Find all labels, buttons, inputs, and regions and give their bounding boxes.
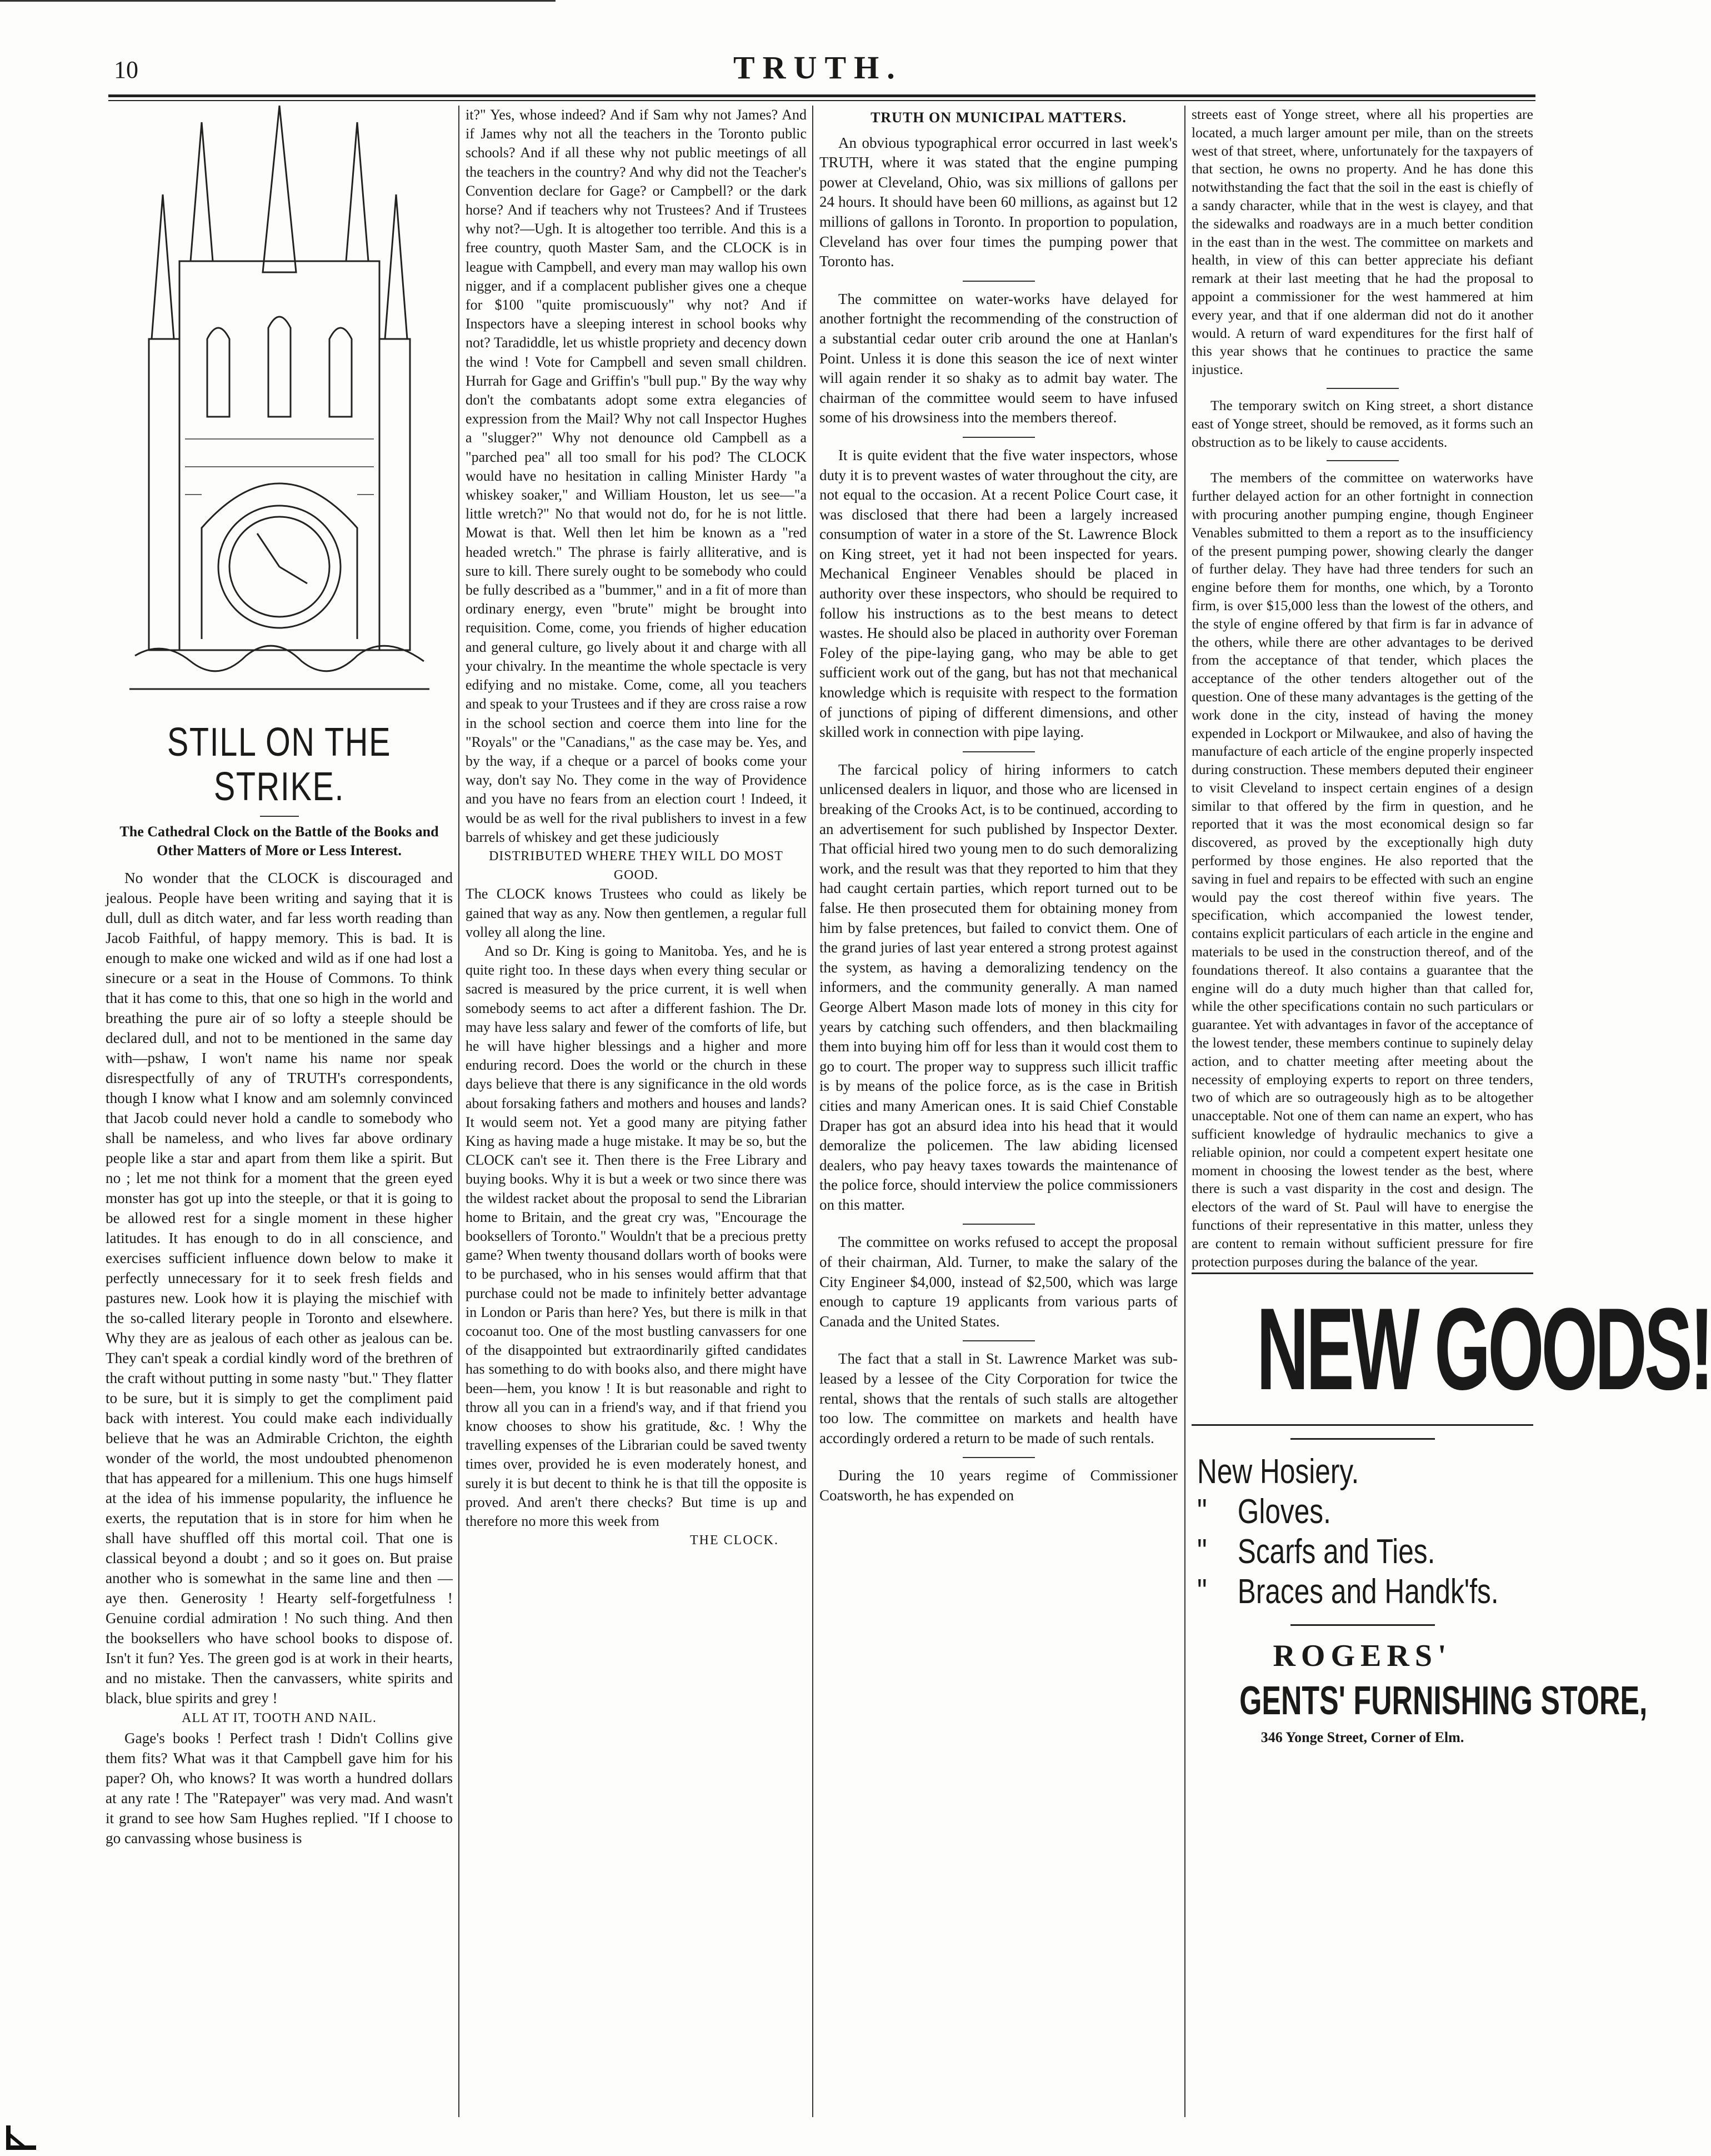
ad-frame — [1192, 1272, 1711, 1426]
ad-item-text: Gloves. — [1237, 1493, 1331, 1531]
article-paragraph: Gage's books ! Perfect trash ! Didn't Collins give them fits? What was it that Campbell gave him for his paper? Oh, who knows? It was worth a hundred dollars at any rate ! The "Ratepayer" was very mad. And wasn't it grand to see how Sam Hughes replied. "If I choose to go canvassing whose business is — [106, 1730, 453, 1846]
article-paragraph: The members of the committee on waterworks have further delayed action for an other fortnight in connection with procuring another pumping engine, though Engineer Venables submitted to them a report as to the insufficiency of the present pumping power, showing clearly the danger of further delay. They have had three tenders for such an engine before them for months, one which, by a Toronto firm, is over $15,000 less than the lowest of the others, and the style of engine offered by that firm is far in advance of the others, while there are other advantages to be derived from the acceptance of that tender, which places the acceptance of the other tenders altogether out of the question. One of these many advantages is the getting of the work done in the city, instead of having the money expended in Lockport or Milwaukee, and also of having the manufacture of each article of the engine properly inspected during construction. These members deputed their engineer to visit Cleveland to inspect certain engines of a design similar to that offered by the firm in question, and he reported that it was the most economical design so far discovered, as proved by the exceptionally high duty performed by those engines. He also reported that the saving in fuel and repairs to be effected with such an engine would pay the cost thereof within five years. The specification, which accompanied the lowest tender, contains explicit particulars of each article in the engine and materials to be used in the construction thereof, and of the foundations thereof. It also contains a guarantee that the engine will do a duty much higher than that called for, while the other specifications contain no such particulars or guarantee. Yet with advantages in favor of the acceptance of the lowest tender, these members continue to supinely delay action, and to chatter meeting after meeting about the necessity of employing experts to report on three tenders, two of which are so outrageously high as to be altogether unacceptable. Not one of them can name an expert, who has sufficient knowledge of hydraulic mechanics to give a reliable opinion, nor could a competent expert hesitate one moment in choosing the lowest tender as the best, where there is such a vast disparity in the cost and design. The electors of the ward of St. Paul will have to energise the functions of their representative in this matter, unless they are content to remain without sufficient pressure for fire protection purposes during the balance of the year. — [1192, 470, 1533, 1270]
cathedral-clock-illustration — [118, 106, 441, 717]
ditto-mark: " — [1197, 1533, 1207, 1571]
ad-item — [1197, 1492, 1466, 1532]
article-paragraph: During the 10 years regime of Commissioner Coatsworth, he has expended on — [819, 1467, 1178, 1504]
article-paragraph: An obvious typographical error occurred in last week's TRUTH, where it was stated that the engine pumping power at Cleveland, Ohio, was six millions of gallons per 24 hours. It should have been 60 millions, as against but 12 millions of gallons in Toronto. In proportion to population, Cleveland has over four times the pumping power that Toronto has. — [819, 134, 1178, 270]
ad-item: New Hosiery. — [1197, 1453, 1359, 1491]
ad-item — [1197, 1532, 1466, 1572]
article-title: STILL ON THE STRIKE. — [167, 720, 392, 809]
ditto-mark: " — [1197, 1573, 1207, 1611]
ad-item-text: Braces and Handk'fs. — [1237, 1573, 1499, 1611]
article-paragraph: And so Dr. King is going to Manitoba. Yes, and he is quite right too. In these days when every thing secular or sacred is measured by the price current, it is well when somebody seems to act after a different fashion. The Dr. may have less salary and fewer of the comforts of life, but he will have higher blessings and a higher and more enduring record. Does the world or the church in these days believe that there is any significance in the old words about forsaking fathers and mothers and houses and lands? It would seem not. Yet a good many are pitying father King as having made a huge mistake. It may be so, but the CLOCK can't see it. Then there is the Free Library and buying books. Why it is but a week or two since there was the wildest racket about the proposal to send the Librarian home to Britain, and the great cry was, "Encourage the booksellers of Toronto." Wouldn't that be a precious pretty game? When twenty thousand dollars worth of books were to be purchased, who in his senses would affirm that that purchase could not be made to infinitely better advantage in London or Paris than here? Yes, but there is milk in that cocoanut too. One of the most bustling canvassers for one of the disappointed but extraordinarily gifted candidates has something to do with books also, and there might have been—hem, you know ! It is but reasonable and right to throw all you can in a friend's way, and if that friend you know chooses to show his gratitude, &c. ! Why the travelling expenses of the Librarian could be saved twenty times over, provided he is even moderately honest, and surely it is but decent to think he is that till the opposite is proved. And aren't there checks? But time is up and therefore no more this week from — [466, 942, 807, 1530]
article-paragraph: The fact that a stall in St. Lawrence Market was sub-leased by a lessee of the City Corporation for twice the rental, shows that the rentals of such stalls are altogether too low. The committee on markets and health have accordingly ordered a return to be made of such rentals. — [819, 1350, 1178, 1446]
header-rule-thin — [108, 100, 1535, 101]
advertisement — [1192, 1272, 1711, 1746]
separator — [1290, 1624, 1435, 1626]
ad-address: 346 Yonge Street, Corner of Elm. — [1260, 1729, 1464, 1745]
article-paragraph: No wonder that the CLOCK is discouraged and jealous. People have been writing and saying that it is dull, dull as ditch water, and far less worth reading than Jacob Faithful, of happy memory. This is bad. It is enough to make one wicked and wild as if one had lost a sinecure or a seat in the House of Commons. To think that it has come to this, that one so high in the world and breathing the pure air of so lofty a steeple should be declared dull, and not to be mentioned in the same day with—pshaw, I won't name his name nor speak disrespectfully of any of TRUTH's correspondents, though I know what I know and am solemnly convinced that Jacob could never hold a candle to somebody who shall be nameless, and who lives far above ordinary people like a star and apart from them like a spirit. But no ; let me not think for a moment that the green eyed monster has got up into the steeple, or that it is going to be allowed rest for a single moment in these higher latitudes. It has enough to do in all conscience, and exercises sufficient influence down below to make it perfectly unnecessary for it to seek fresh fields and pastures new. Look how it is playing the mischief with the so-called literary people in Toronto and elsewhere. Why they are as jealous of each other as jealous can be. They can't speak a cordial kindly word of the brethren of the craft without putting in some nasty "but." They flatter to be sure, but it is simply to get the compliment paid back with interest. You could make each individually believe that he was an Admirable Crichton, the eighth wonder of the world, the most undoubted phenomenon that has appeared for a millenium. This one hugs himself at the idea of his immense popularity, the influence he exerts, the reputation that is in store for him when he shall have shuffled off this mortal coil. That one is classical beyond a doubt ; and so it goes on. But praise another who is somewhat in the same line and then —aye then. Generosity ! Hearty self-forgetfulness ! Genuine cordial admiration ! No such thing. And then the booksellers who have school books to dispose of. Isn't it fun? Yes. The green god is at work in their hearts, and no mistake. Then the canvassers, white spirits and black, blue spirits and grey ! — [106, 870, 453, 1706]
ad-headline: NEW GOODS! — [1256, 1284, 1711, 1414]
separator — [963, 1457, 1035, 1458]
ditto-mark: " — [1197, 1493, 1207, 1531]
ad-firm-name: ROGERS' — [1273, 1639, 1452, 1673]
masthead: TRUTH. — [733, 49, 903, 86]
separator — [963, 1224, 1035, 1225]
separator — [1327, 460, 1399, 461]
subhead: DISTRIBUTED WHERE THEY WILL DO MOST GOOD. — [489, 849, 783, 883]
section-title: TRUTH ON MUNICIPAL MATTERS. — [870, 109, 1127, 126]
separator — [963, 1340, 1035, 1341]
signature: THE CLOCK. — [690, 1533, 779, 1548]
separator — [963, 281, 1035, 282]
column-rule — [458, 106, 459, 2117]
separator — [963, 751, 1035, 752]
separator — [963, 437, 1035, 438]
article-paragraph: it?" Yes, whose indeed? And if Sam why not James? And if James why not all the teachers in the Toronto public schools? And if all these why not public meetings of all the teachers in the country? And why did not the Teacher's Convention declare for Gage? or Campbell? or the dark horse? And if teachers why not Trustees? And if Trustees why not?—Ugh. It is altogether too terrible. And this is a free country, quoth Master Sam, and the CLOCK is in league with Campbell, and every man may wallop his own nigger, and if a complacent publisher gives one a cheque for $100 "quite promiscuously" why not? And if Inspectors have a sleeping interest in school books why not? Taradiddle, let us whistle propriety and decency down the wind ! Vote for Campbell and seven small children. Hurrah for Gage and Griffin's "bull pup." By the way why don't the combatants adopt some extra elegancies of expression from the Mail? Why not call Inspector Hughes a "slugger?" Why not denounce old Campbell as a "parched pea" all too small for his pod? The CLOCK would have no hesitation in calling Minister Hardy "a whiskey soaker," and William Houston, let us see—"a little wretch?" No that would not do, for he is not little. Mowat is that. Well then let him be known as a "red headed wretch." The phrase is fairly alliterative, and is sure to kill. There surely ought to be somebody who could be fully described as a "bummer," and in a fit of more than ordinary energy, even "brute" might be brought into requisition. Come, come, you friends of higher education and general culture, go lively about it and charge with all your chivalry. In the meantime the whole spectacle is very edifying and no mistake. Come, come, all you teachers and speak to your Trustees and if they are cross raise a row in the school section and coerce them into line for the "Royals" or the "Canadians," as the case may be. Yes, and by the way, if a cheque or a parcel of books come your way, don't say No. They come in the way of Providence and you have no fears from an election court ! Indeed, it would be as well for the rival publishers to invest in a few barrels of whiskey and get these judiciously — [466, 107, 807, 845]
article-deck: The Cathedral Clock on the Battle of the Books and Other Matters of More or Less Interest. — [119, 824, 439, 859]
separator — [260, 816, 299, 817]
separator — [1290, 1438, 1435, 1440]
ad-item-text: Scarfs and Ties. — [1237, 1533, 1435, 1571]
ad-item-list — [1192, 1452, 1533, 1612]
subhead: ALL AT IT, TOOTH AND NAIL. — [182, 1711, 377, 1725]
column-4 — [1192, 106, 1533, 1270]
top-edge-rule — [0, 0, 556, 12]
article-paragraph: The farcical policy of hiring informers to catch unlicensed dealers in liquor, and those who are licensed in breaking of the Crooks Act, is to be continued, according to an advertisement for such published by Inspector Dexter. That official hired two young men to do such demoralizing work, and the result was that they reported to him that they had caught certain parties, which report turned out to be false. He then prosecuted them for obtaining money from him by false pretences, but failed to convict them. One of the grand juries of last year entered a strong protest against the system, as having a demoralizing tendency on the informers, and the community generally. A man named George Albert Mason made lots of money in this city for years by catching such offenders, and then blackmailing them into buying him off for less than it would cost them to go to court. The proper way to suppress such illicit traffic is by means of the police force, as is the case in British cities and many American ones. It is said Chief Constable Draper has got an absurd idea into his head that it would demoralize the policemen. The law abiding licensed dealers, who pay heavy taxes towards the maintenance of the police force, should interview the police commissioners on this matter. — [819, 761, 1178, 1213]
corner-bracket-mark — [6, 2123, 39, 2150]
article-paragraph: The CLOCK knows Trustees who could as likely be gained that way as any. Now then gentlemen, a regular full volley all along the line. — [466, 886, 807, 940]
column-2 — [466, 106, 807, 2128]
header-rule — [108, 94, 1535, 97]
column-3 — [819, 106, 1178, 2128]
column-rule — [812, 106, 813, 2117]
article-paragraph: The committee on works refused to accept the proposal of their chairman, Ald. Turner, to make the salary of the City Engineer $4,000, instead of $2,500, which was large enough to capture 19 applicants from various parts of Canada and the United States. — [819, 1234, 1178, 1330]
article-paragraph: It is quite evident that the five water inspectors, whose duty it is to prevent wastes of water throughout the city, are not equal to the occasion. At a recent Police Court case, it was disclosed that there had been a largely increased consumption of water in a store of the St. Lawrence Block on King street, yet it had not been inspected for years. Mechanical Engineer Venables should be placed in authority over these inspectors, who should be required to follow his instructions as to the best means to detect wastes. He should also be placed in authority over Foreman Foley of the pipe-laying gang, who may be able to get sufficient work out of the gang, but has not that mechanical knowledge which is requisite with respect to the formation of junctions of piping of different dimensions, and other skilled work in connection with pipe laying. — [819, 446, 1178, 741]
separator — [1327, 388, 1399, 389]
article-paragraph: The committee on water-works have delayed for another fortnight the recommending of the construction of a substantial cedar outer crib around the one at Hanlan's Point. Unless it is done this season the ice of next winter will again render it so shaky as to admit bay water. The chairman of the committee would seem to have infused some of his drowsiness into the members thereof. — [819, 290, 1178, 426]
article-paragraph: The temporary switch on King street, a short distance east of Yonge street, should be removed, as it forms such an obstruction as to be likely to cause accidents. — [1192, 397, 1533, 450]
article-paragraph: streets east of Yonge street, where all his properties are located, a much larger amount per mile, than on the streets west of that street, where, unfortunately for the taxpayers of that section, he owns no property. And he has done this notwithstanding the fact that the soil in the east is chiefly of a sandy character, while that in the west is clayey, and that the sidewalks and roadways are in a much better condition in the east than in the west. The committee on markets and health, in view of this can better appreciate his defiant remark at their last meeting that he had the proposal to appoint a commissioner for the west hammered at him every year, and that if one alderman did not do it another would. A return of ward expenditures for the first half of this year shows that he continues to practice the same injustice. — [1192, 106, 1533, 378]
page-number: 10 — [114, 56, 138, 83]
column-rule — [1184, 106, 1185, 2117]
ad-store-name: GENTS' FURNISHING STORE, — [1239, 1679, 1648, 1723]
column-1 — [106, 106, 453, 2128]
ad-item — [1197, 1572, 1499, 1612]
